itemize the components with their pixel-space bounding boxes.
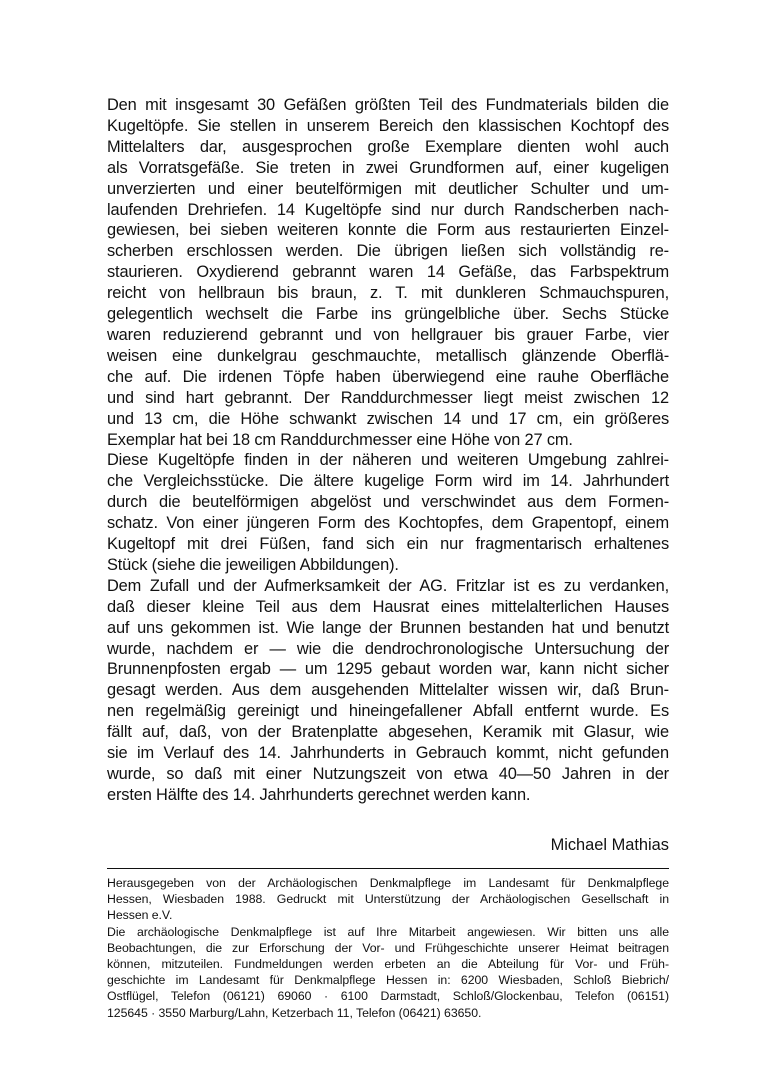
text-line: unverzierten und einer beutelförmigen mit deutlicher Schulter und um- bbox=[107, 179, 669, 198]
text-line: Den mit insgesamt 30 Gefäßen größten Teil des Fundmaterials bilden die bbox=[107, 96, 669, 114]
text-line: Mittelalters dar, ausgesprochen große Exemplare dienten wohl auch bbox=[107, 137, 669, 156]
text-line: daß dieser kleine Teil aus dem Hausrat eines mittelalterlichen Hauses bbox=[107, 597, 669, 616]
footer-line: geschichte im Landesamt für Denkmalpflege Hessen in: 6200 Wiesbaden, Schloß Biebrich/ bbox=[107, 973, 669, 988]
text-line: durch die beutelförmigen abgelöst und verschwindet aus dem Formen- bbox=[107, 493, 669, 512]
footer-line: Herausgegeben von der Archäologischen Denkmalpflege im Landesamt für Denkmalpflege bbox=[107, 876, 669, 890]
text-line: und 13 cm, die Höhe schwankt zwischen 14 und 17 cm, ein größeres bbox=[107, 409, 669, 428]
text-line: gelegentlich wechselt die Farbe ins grüngelbliche über. Sechs Stücke bbox=[107, 305, 669, 324]
footer-divider bbox=[107, 868, 669, 869]
text-line: Kugeltopf mit drei Füßen, fand sich ein nur fragmentarisch erhaltenes bbox=[107, 535, 669, 554]
body-text bbox=[107, 95, 669, 806]
text-line: wurde, nachdem er — wie die dendrochronologische Untersuchung der bbox=[107, 639, 669, 658]
text-line: Dem Zufall und der Aufmerksamkeit der AG. Fritzlar ist es zu verdanken, bbox=[107, 576, 669, 595]
text-line: schatz. Von einer jüngeren Form des Kochtopfes, dem Grapentopf, einem bbox=[107, 514, 669, 533]
text-line: scherben erschlossen werden. Die übrigen ließen sich vollständig re- bbox=[107, 242, 669, 261]
text-line: Stück (siehe die jeweiligen Abbildungen). bbox=[107, 555, 399, 574]
text-line: Diese Kugeltöpfe finden in der näheren und weiteren Umgebung zahlrei- bbox=[107, 451, 669, 470]
text-line: nen regelmäßig gereinigt und hineingefallener Abfall entfernt wurde. Es bbox=[107, 702, 669, 721]
text-line: reicht von hellbraun bis braun, z. T. mit dunkleren Schmauchspuren, bbox=[107, 284, 669, 303]
text-line: gewiesen, bei sieben weiteren konnte die Form aus restaurierten Einzel- bbox=[107, 221, 669, 240]
text-line: auf uns gekommen ist. Wie lange der Brunnen bestanden hat und benutzt bbox=[107, 618, 669, 637]
text-line: und sind hart gebrannt. Der Randdurchmesser liegt meist zwischen 12 bbox=[107, 388, 669, 407]
author-signature: Michael Mathias bbox=[550, 836, 669, 854]
text-line: fällt auf, daß, von der Bratenplatte abgesehen, Keramik mit Glasur, wie bbox=[107, 723, 669, 742]
footer-line: Die archäologische Denkmalpflege ist auf Ihre Mitarbeit angewiesen. Wir bitten uns alle bbox=[107, 924, 669, 939]
text-line: Exemplar hat bei 18 cm Randdurchmesser eine Höhe von 27 cm. bbox=[107, 430, 573, 449]
text-line: sie im Verlauf des 14. Jahrhunderts in Gebrauch kommt, nicht gefunden bbox=[107, 744, 669, 763]
text-line: wurde, so daß mit einer Nutzungszeit von etwa 40—50 Jahren in der bbox=[107, 765, 669, 783]
text-line: ersten Hälfte des 14. Jahrhunderts gerechnet werden kann. bbox=[107, 785, 531, 804]
footer-line: Hessen e.V. bbox=[107, 908, 173, 923]
publisher-footer bbox=[107, 875, 669, 1021]
text-line: staurieren. Oxydierend gebrannt waren 14 Gefäße, das Farbspektrum bbox=[107, 263, 669, 282]
text-line: Kugeltöpfe. Sie stellen in unserem Bereich den klassischen Kochtopf des bbox=[107, 116, 669, 135]
footer-line: können, mitzuteilen. Fundmeldungen werden erbeten an die Abteilung für Vor- und Früh- bbox=[107, 957, 669, 972]
footer-line: 125645 · 3550 Marburg/Lahn, Ketzerbach 11, Telefon (06421) 63650. bbox=[107, 1005, 482, 1020]
text-line: waren reduzierend gebrannt und von hellgrauer bis grauer Farbe, vier bbox=[107, 325, 669, 344]
footer-line: Ostflügel, Telefon (06121) 69060 · 6100 Darmstadt, Schloß/Glockenbau, Telefon (06151) bbox=[107, 989, 669, 1004]
text-line: weisen eine dunkelgrau geschmauchte, metallisch glänzende Oberflä- bbox=[107, 346, 669, 365]
text-line: als Vorratsgefäße. Sie treten in zwei Grundformen auf, einer kugeligen bbox=[107, 158, 669, 177]
text-line: Brunnenpfosten ergab — um 1295 gebaut worden war, kann nicht sicher bbox=[107, 660, 669, 679]
text-line: che auf. Die irdenen Töpfe haben überwiegend eine rauhe Oberfläche bbox=[107, 367, 669, 386]
text-line: che Vergleichsstücke. Die ältere kugelige Form wird im 14. Jahrhundert bbox=[107, 472, 669, 491]
footer-line: Beobachtungen, die zur Erforschung der Vor- und Frühgeschichte unserer Heimat beitragen bbox=[107, 940, 669, 955]
text-line: gesagt werden. Aus dem ausgehenden Mittelalter wissen wir, daß Brun- bbox=[107, 681, 669, 700]
text-line: laufenden Drehriefen. 14 Kugeltöpfe sind nur durch Randscherben nach- bbox=[107, 200, 669, 219]
footer-line: Hessen, Wiesbaden 1988. Gedruckt mit Unterstützung der Archäologischen Gesellschaft in bbox=[107, 892, 669, 907]
